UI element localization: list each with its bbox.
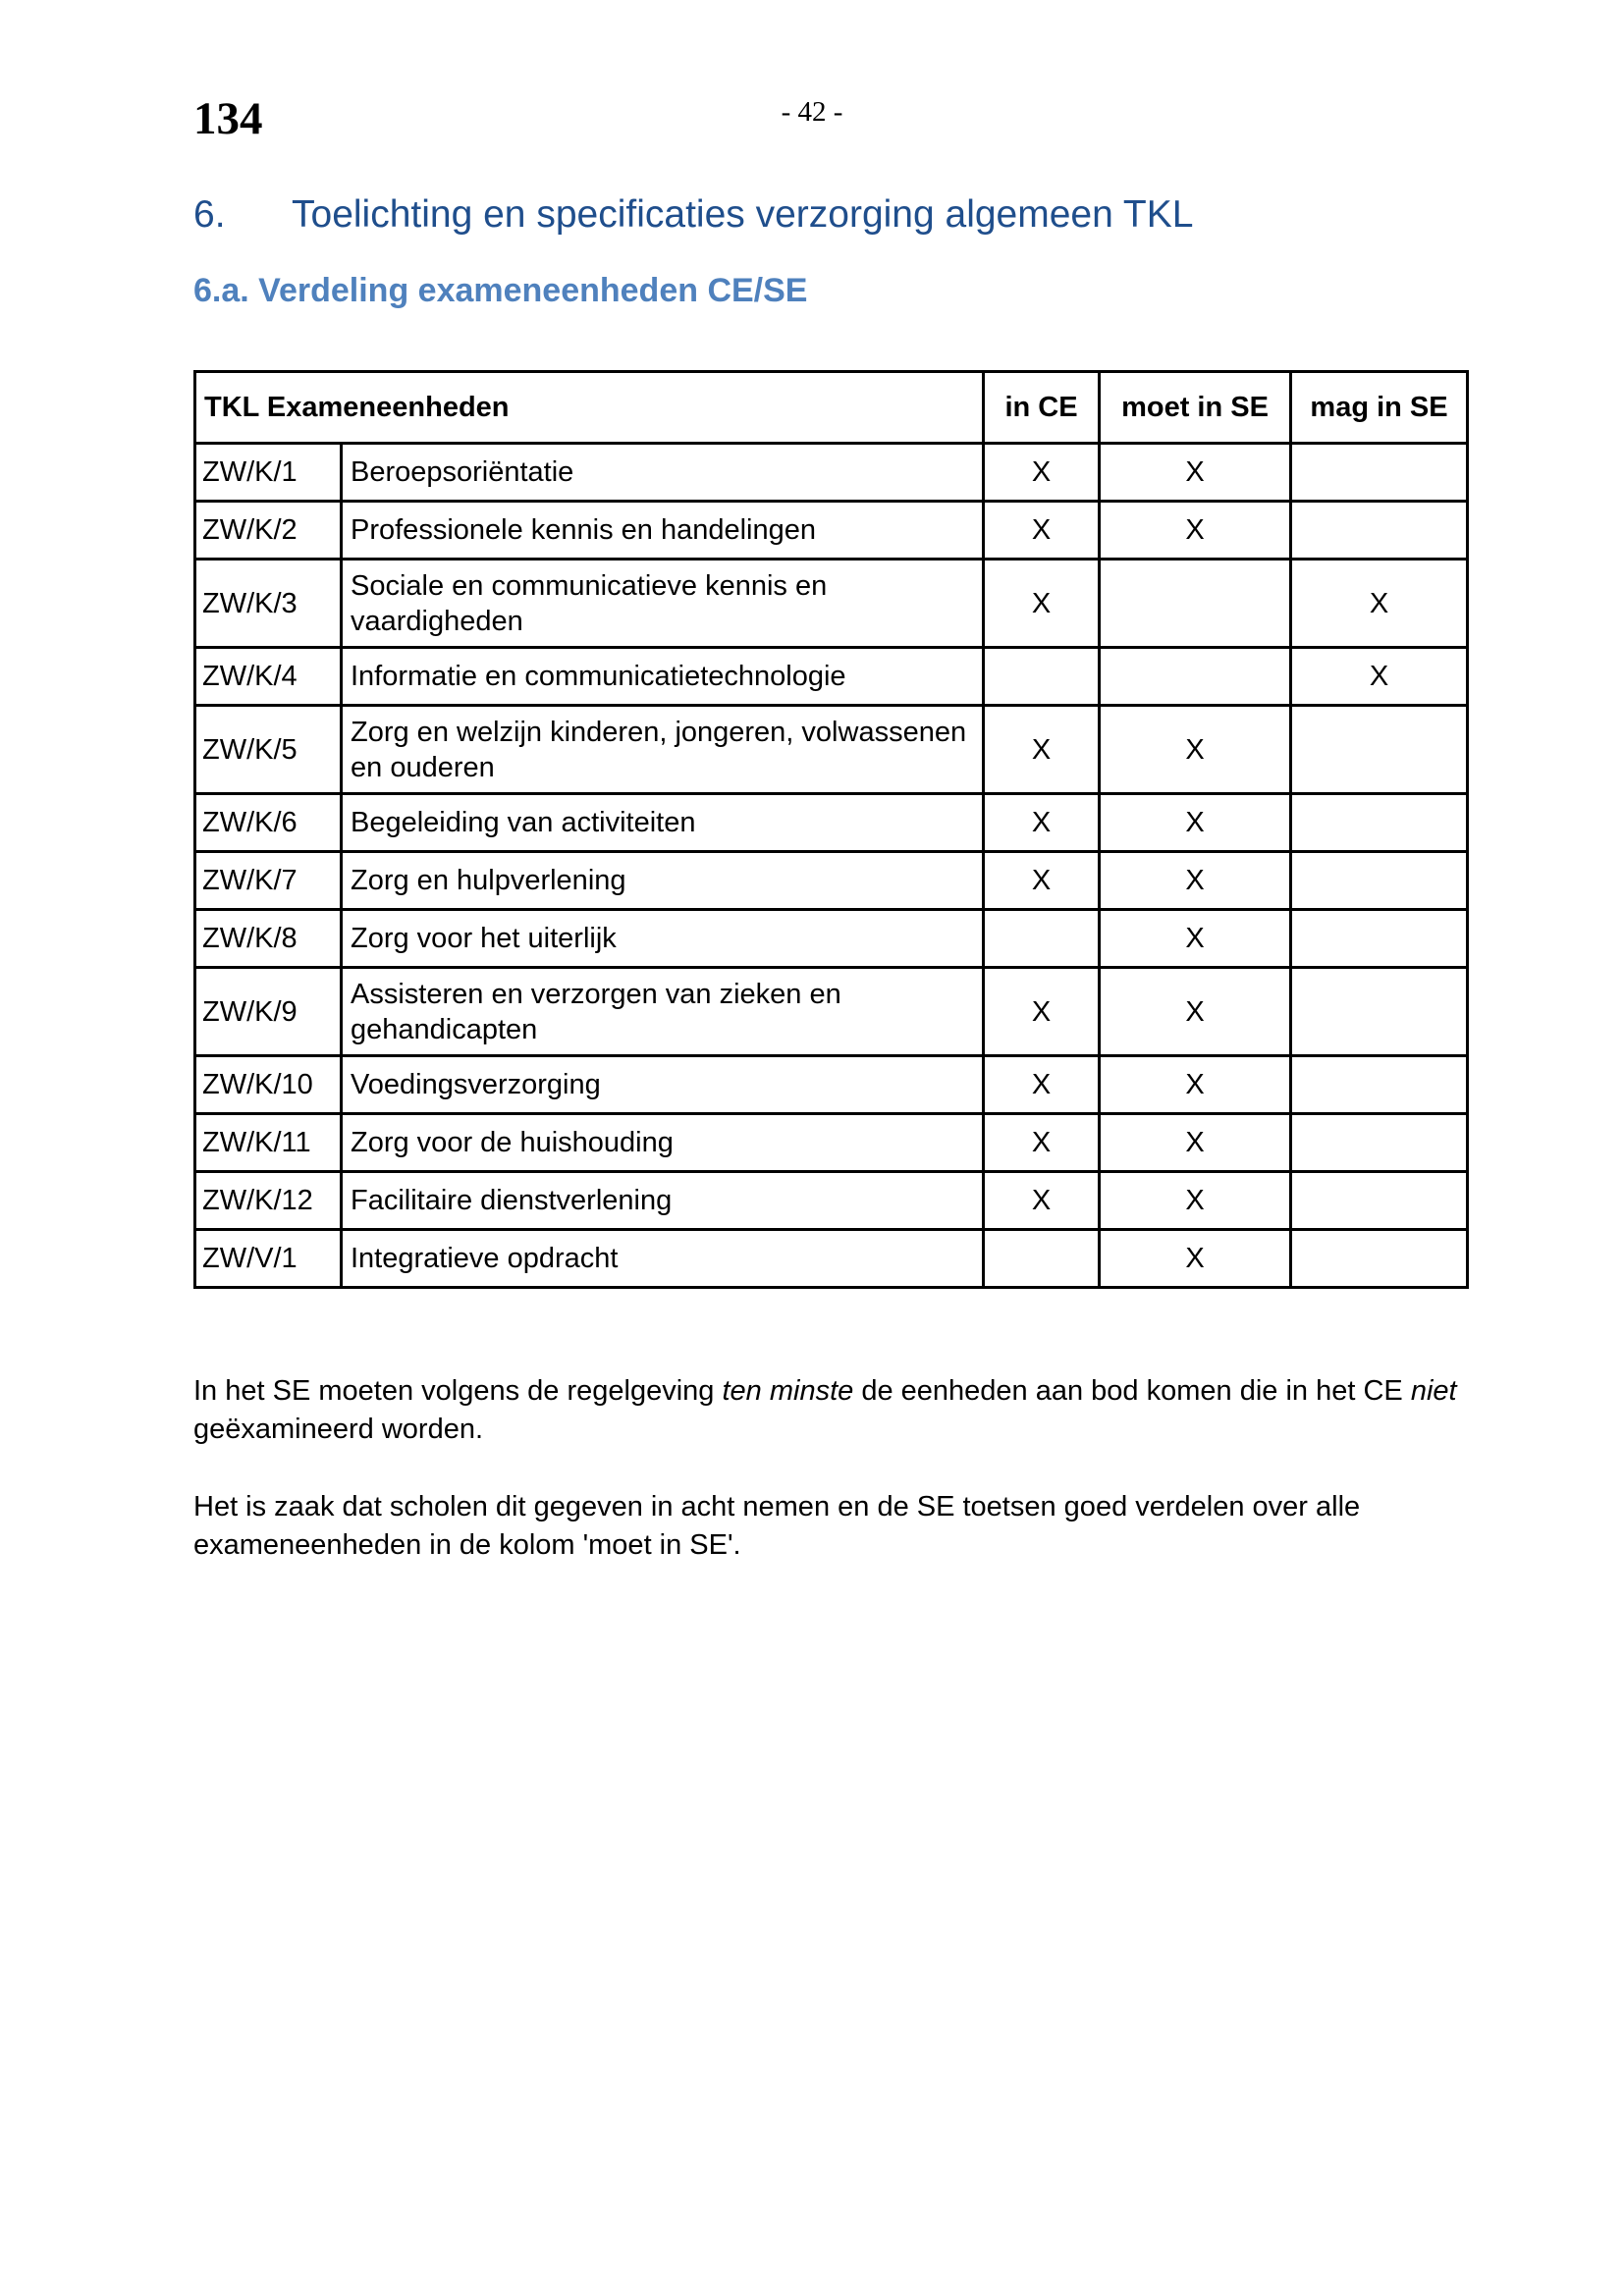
unit-name: Begeleiding van activiteiten <box>342 794 984 852</box>
moet-in-se-mark: X <box>1100 1230 1291 1288</box>
in-ce-mark: X <box>984 502 1100 560</box>
in-ce-mark: X <box>984 706 1100 794</box>
in-ce-mark: X <box>984 1172 1100 1230</box>
section-title: Toelichting en specificaties verzorging algemeen TKL <box>292 193 1194 236</box>
unit-name: Integratieve opdracht <box>342 1230 984 1288</box>
table-header-row <box>195 372 1468 444</box>
unit-code: ZW/K/3 <box>195 560 342 648</box>
in-ce-mark: X <box>984 852 1100 910</box>
section-heading <box>193 192 1193 239</box>
explanation-paragraph-1 <box>193 1372 1470 1449</box>
table-row <box>195 706 1468 794</box>
column-header-in-ce: in CE <box>984 372 1100 444</box>
unit-name: Facilitaire dienstverlening <box>342 1172 984 1230</box>
unit-name: Sociale en communicatieve kennis en vaardigheden <box>342 560 984 648</box>
table-row <box>195 444 1468 502</box>
moet-in-se-mark: X <box>1100 444 1291 502</box>
mag-in-se-mark <box>1291 706 1468 794</box>
mag-in-se-mark: X <box>1291 560 1468 648</box>
table-row <box>195 1230 1468 1288</box>
unit-code: ZW/K/10 <box>195 1056 342 1114</box>
page-number-left: 134 <box>193 93 263 144</box>
table-row <box>195 502 1468 560</box>
moet-in-se-mark: X <box>1100 968 1291 1056</box>
paragraph-text: geëxamineerd worden. <box>193 1414 484 1445</box>
in-ce-mark: X <box>984 1114 1100 1172</box>
mag-in-se-mark <box>1291 1172 1468 1230</box>
moet-in-se-mark: X <box>1100 502 1291 560</box>
unit-name: Zorg en welzijn kinderen, jongeren, volwassenen en ouderen <box>342 706 984 794</box>
in-ce-mark <box>984 910 1100 968</box>
unit-name: Zorg en hulpverlening <box>342 852 984 910</box>
moet-in-se-mark: X <box>1100 1114 1291 1172</box>
table-row <box>195 910 1468 968</box>
in-ce-mark: X <box>984 794 1100 852</box>
unit-name: Zorg voor de huishouding <box>342 1114 984 1172</box>
in-ce-mark <box>984 648 1100 706</box>
emphasis-text: niet <box>1410 1375 1457 1407</box>
unit-name: Informatie en communicatietechnologie <box>342 648 984 706</box>
unit-code: ZW/K/8 <box>195 910 342 968</box>
table-row <box>195 794 1468 852</box>
unit-code: ZW/K/5 <box>195 706 342 794</box>
column-header-units: TKL Exameneenheden <box>195 372 984 444</box>
mag-in-se-mark <box>1291 968 1468 1056</box>
unit-code: ZW/V/1 <box>195 1230 342 1288</box>
unit-code: ZW/K/7 <box>195 852 342 910</box>
unit-code: ZW/K/12 <box>195 1172 342 1230</box>
unit-name: Zorg voor het uiterlijk <box>342 910 984 968</box>
moet-in-se-mark: X <box>1100 706 1291 794</box>
in-ce-mark: X <box>984 1056 1100 1114</box>
unit-code: ZW/K/9 <box>195 968 342 1056</box>
column-header-mag-in-se: mag in SE <box>1291 372 1468 444</box>
mag-in-se-mark <box>1291 852 1468 910</box>
unit-code: ZW/K/2 <box>195 502 342 560</box>
moet-in-se-mark: X <box>1100 852 1291 910</box>
mag-in-se-mark <box>1291 502 1468 560</box>
explanation-paragraph-2: Het is zaak dat scholen dit gegeven in acht nemen en de SE toetsen goed verdelen over alle exameneenheden in de kolom 'moet in SE'. <box>193 1491 1361 1561</box>
unit-name: Assisteren en verzorgen van zieken en gehandicapten <box>342 968 984 1056</box>
unit-code: ZW/K/4 <box>195 648 342 706</box>
moet-in-se-mark: X <box>1100 910 1291 968</box>
section-number: 6. <box>193 193 226 236</box>
unit-code: ZW/K/1 <box>195 444 342 502</box>
mag-in-se-mark <box>1291 1114 1468 1172</box>
moet-in-se-mark <box>1100 648 1291 706</box>
table-row <box>195 1056 1468 1114</box>
table-row <box>195 560 1468 648</box>
in-ce-mark: X <box>984 444 1100 502</box>
table-row <box>195 648 1468 706</box>
column-header-moet-in-se: moet in SE <box>1100 372 1291 444</box>
page-number-center: - 42 - <box>781 96 843 128</box>
moet-in-se-mark: X <box>1100 794 1291 852</box>
mag-in-se-mark <box>1291 910 1468 968</box>
in-ce-mark <box>984 1230 1100 1288</box>
moet-in-se-mark <box>1100 560 1291 648</box>
moet-in-se-mark: X <box>1100 1056 1291 1114</box>
mag-in-se-mark <box>1291 794 1468 852</box>
unit-name: Professionele kennis en handelingen <box>342 502 984 560</box>
unit-code: ZW/K/6 <box>195 794 342 852</box>
mag-in-se-mark <box>1291 1230 1468 1288</box>
in-ce-mark: X <box>984 968 1100 1056</box>
table-row <box>195 1172 1468 1230</box>
mag-in-se-mark <box>1291 444 1468 502</box>
table-row <box>195 852 1468 910</box>
paragraph-text: In het SE moeten volgens de regelgeving <box>193 1375 723 1407</box>
unit-name: Beroepsoriëntatie <box>342 444 984 502</box>
mag-in-se-mark: X <box>1291 648 1468 706</box>
emphasis-text: ten minste <box>722 1375 854 1407</box>
exam-units-table <box>193 370 1469 1289</box>
table-row <box>195 1114 1468 1172</box>
in-ce-mark: X <box>984 560 1100 648</box>
unit-name: Voedingsverzorging <box>342 1056 984 1114</box>
subsection-heading: 6.a. Verdeling exameneenheden CE/SE <box>193 272 808 309</box>
moet-in-se-mark: X <box>1100 1172 1291 1230</box>
unit-code: ZW/K/11 <box>195 1114 342 1172</box>
mag-in-se-mark <box>1291 1056 1468 1114</box>
table-row <box>195 968 1468 1056</box>
paragraph-text: de eenheden aan bod komen die in het CE <box>853 1375 1411 1407</box>
